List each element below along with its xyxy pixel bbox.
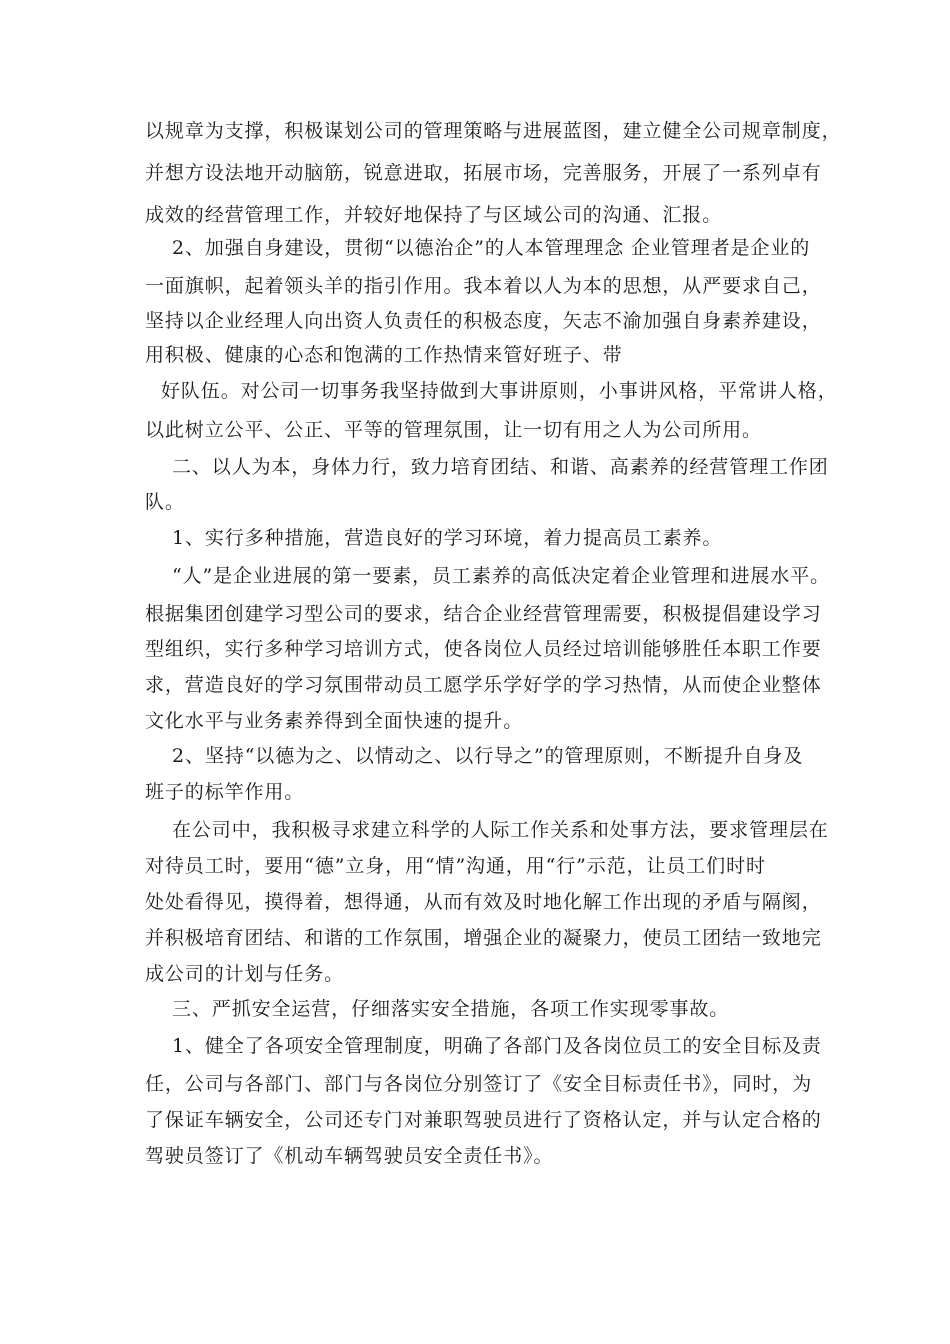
section-heading-continuation: 队。: [145, 491, 185, 513]
text-line: 以此树立公平、公正、平等的管理氛围，让一切有用之人为公司所用。: [145, 419, 762, 441]
text-line: 任，公司与各部门、部门与各岗位分别签订了《安全目标责任书》，同时，为: [145, 1073, 813, 1095]
text-line: 型组织，实行多种学习培训方式，使各岗位人员经过培训能够胜任本职工作要: [145, 638, 822, 660]
text-line: 坚持以企业经理人向出资人负责任的积极态度，矢志不渝加强自身素养建设，: [145, 310, 822, 332]
text-line: 以规章为支撑，积极谋划公司的管理策略与进展蓝图，建立健全公司规章制度，: [145, 120, 842, 142]
text-line: 求，营造良好的学习氛围带动员工愿学乐学好学的学习热情，从而使企业整体: [145, 674, 822, 696]
text-line: 成效的经营管理工作，并较好地保持了与区域公司的沟通、汇报。: [145, 204, 723, 226]
text-line: “人”是企业进展的第一要素，员工素养的高低决定着企业管理和进展水平。: [172, 565, 831, 587]
section-heading: 三、严抓安全运营，仔细落实安全措施，各项工作实现零事故。: [172, 998, 730, 1020]
section-heading: 二、以人为本，身体力行，致力培育团结、和谐、高素养的经营管理工作团: [172, 456, 829, 478]
text-line: 好队伍。对公司一切事务我坚持做到大事讲原则，小事讲风格，平常讲人格，: [161, 380, 838, 402]
subsection-heading: 1、实行多种措施，营造良好的学习环境，着力提高员工素养。: [172, 527, 723, 549]
text-line: 用积极、健康的心态和饱满的工作热情来管好班子、带: [145, 344, 623, 366]
text-line: 对待员工时，要用“德”立身，用“情”沟通，用“行”示范，让员工们时时: [145, 855, 766, 877]
text-line: 了保证车辆安全，公司还专门对兼职驾驶员进行了资格认定，并与认定合格的: [145, 1109, 822, 1131]
text-line: 1、健全了各项安全管理制度，明确了各部门及各岗位员工的安全目标及责: [172, 1035, 822, 1057]
text-line: 根据集团创建学习型公司的要求，结合企业经营管理需要，积极提倡建设学习: [145, 603, 822, 625]
subsection-heading: 2、坚持“以德为之、以情动之、以行导之”的管理原则，不断提升自身及: [172, 745, 804, 767]
text-line: 并想方设法地开动脑筋，锐意进取，拓展市场，完善服务，开展了一系列卓有: [145, 162, 822, 184]
text-line: 文化水平与业务素养得到全面快速的提升。: [145, 710, 524, 732]
text-line: 2、加强自身建设，贯彻“以德治企”的人本管理理念 企业管理者是企业的: [172, 237, 811, 259]
text-line: 驾驶员签订了《机动车辆驾驶员安全责任书》。: [145, 1145, 554, 1167]
text-line: 一面旗帜，起着领头羊的指引作用。我本着以人为本的思想，从严要求自己，: [145, 275, 822, 297]
text-line: 成公司的计划与任务。: [145, 963, 345, 985]
subsection-heading-continuation: 班子的标竿作用。: [145, 781, 305, 803]
text-line: 在公司中，我积极寻求建立科学的人际工作关系和处事方法，要求管理层在: [172, 819, 829, 841]
text-line: 并积极培育团结、和谐的工作氛围，增强企业的凝聚力，使员工团结一致地完: [145, 927, 822, 949]
text-line: 处处看得见，摸得着，想得通，从而有效及时地化解工作出现的矛盾与隔阂，: [145, 891, 822, 913]
